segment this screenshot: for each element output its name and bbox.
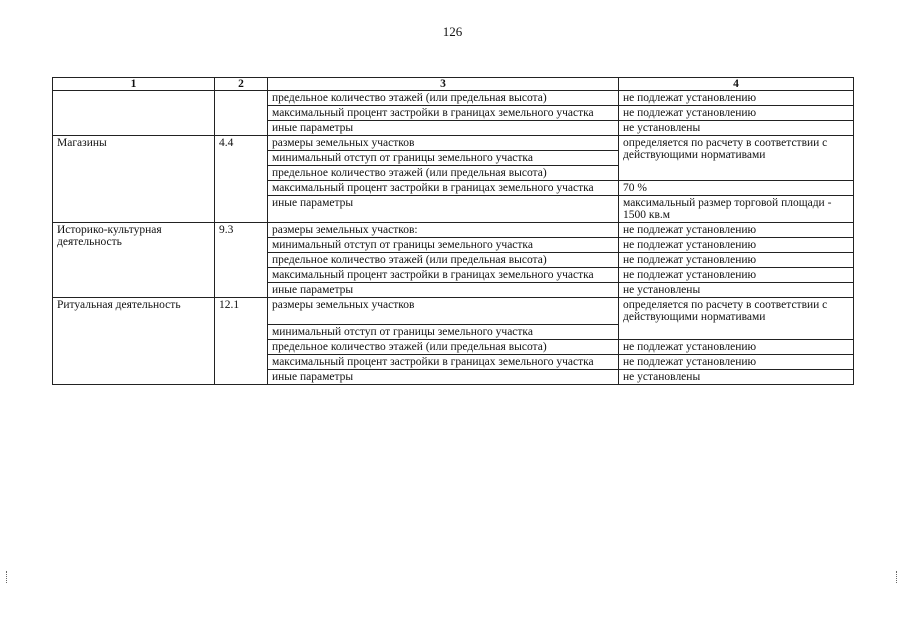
value-cell: не установлены bbox=[619, 370, 854, 385]
parameter-cell: минимальный отступ от границы земельного участка bbox=[268, 325, 619, 340]
parameter-cell: максимальный процент застройки в границах земельного участка bbox=[268, 268, 619, 283]
value-cell: 70 % bbox=[619, 181, 854, 196]
value-cell: не подлежат установлению bbox=[619, 106, 854, 121]
table-row bbox=[53, 298, 854, 325]
value-cell: не подлежат установлению bbox=[619, 355, 854, 370]
value-cell: определяется по расчету в соответствии с действующими нормативами bbox=[619, 298, 854, 340]
parameter-cell: размеры земельных участков bbox=[268, 136, 619, 151]
value-cell: не подлежат установлению bbox=[619, 268, 854, 283]
col-header-1: 1 bbox=[53, 78, 215, 91]
parameter-cell: предельное количество этажей (или предельная высота) bbox=[268, 253, 619, 268]
value-cell: не подлежат установлению bbox=[619, 238, 854, 253]
code-cell bbox=[215, 91, 268, 136]
value-cell: максимальный размер торговой площади - 1500 кв.м bbox=[619, 196, 854, 223]
parameter-cell: минимальный отступ от границы земельного участка bbox=[268, 238, 619, 253]
parameter-cell: иные параметры bbox=[268, 283, 619, 298]
land-use-parameters-table bbox=[52, 77, 854, 385]
code-cell-heritage: 9.3 bbox=[215, 223, 268, 298]
type-cell bbox=[53, 91, 215, 136]
parameter-cell: максимальный процент застройки в границах земельного участка bbox=[268, 355, 619, 370]
scan-edge-mark-right bbox=[896, 571, 899, 583]
value-cell: определяется по расчету в соответствии с действующими нормативами bbox=[619, 136, 854, 181]
code-cell-ritual: 12.1 bbox=[215, 298, 268, 385]
type-cell-heritage: Историко-культурная деятельность bbox=[53, 223, 215, 298]
value-cell: не подлежат установлению bbox=[619, 223, 854, 238]
value-cell: не установлены bbox=[619, 283, 854, 298]
value-cell: не подлежат установлению bbox=[619, 253, 854, 268]
col-header-4: 4 bbox=[619, 78, 854, 91]
col-header-2: 2 bbox=[215, 78, 268, 91]
parameter-cell: размеры земельных участков: bbox=[268, 223, 619, 238]
parameter-cell: предельное количество этажей (или предельная высота) bbox=[268, 91, 619, 106]
parameter-cell: предельное количество этажей (или предельная высота) bbox=[268, 166, 619, 181]
parameter-cell: иные параметры bbox=[268, 196, 619, 223]
parameter-cell: иные параметры bbox=[268, 121, 619, 136]
value-cell: не подлежат установлению bbox=[619, 340, 854, 355]
parameter-cell: предельное количество этажей (или предельная высота) bbox=[268, 340, 619, 355]
table-row bbox=[53, 136, 854, 151]
parameter-cell: максимальный процент застройки в границах земельного участка bbox=[268, 181, 619, 196]
type-cell-shops: Магазины bbox=[53, 136, 215, 223]
parameter-cell: максимальный процент застройки в границах земельного участка bbox=[268, 106, 619, 121]
col-header-3: 3 bbox=[268, 78, 619, 91]
table-header-row bbox=[53, 78, 854, 91]
value-cell: не подлежат установлению bbox=[619, 91, 854, 106]
value-cell: не установлены bbox=[619, 121, 854, 136]
parameter-cell: минимальный отступ от границы земельного участка bbox=[268, 151, 619, 166]
parameter-cell: иные параметры bbox=[268, 370, 619, 385]
page-number: 126 bbox=[442, 24, 463, 39]
table-row bbox=[53, 223, 854, 238]
type-cell-ritual: Ритуальная деятельность bbox=[53, 298, 215, 385]
table-row bbox=[53, 91, 854, 106]
scan-edge-mark-left bbox=[6, 571, 9, 583]
parameter-cell: размеры земельных участков bbox=[268, 298, 619, 325]
code-cell-shops: 4.4 bbox=[215, 136, 268, 223]
